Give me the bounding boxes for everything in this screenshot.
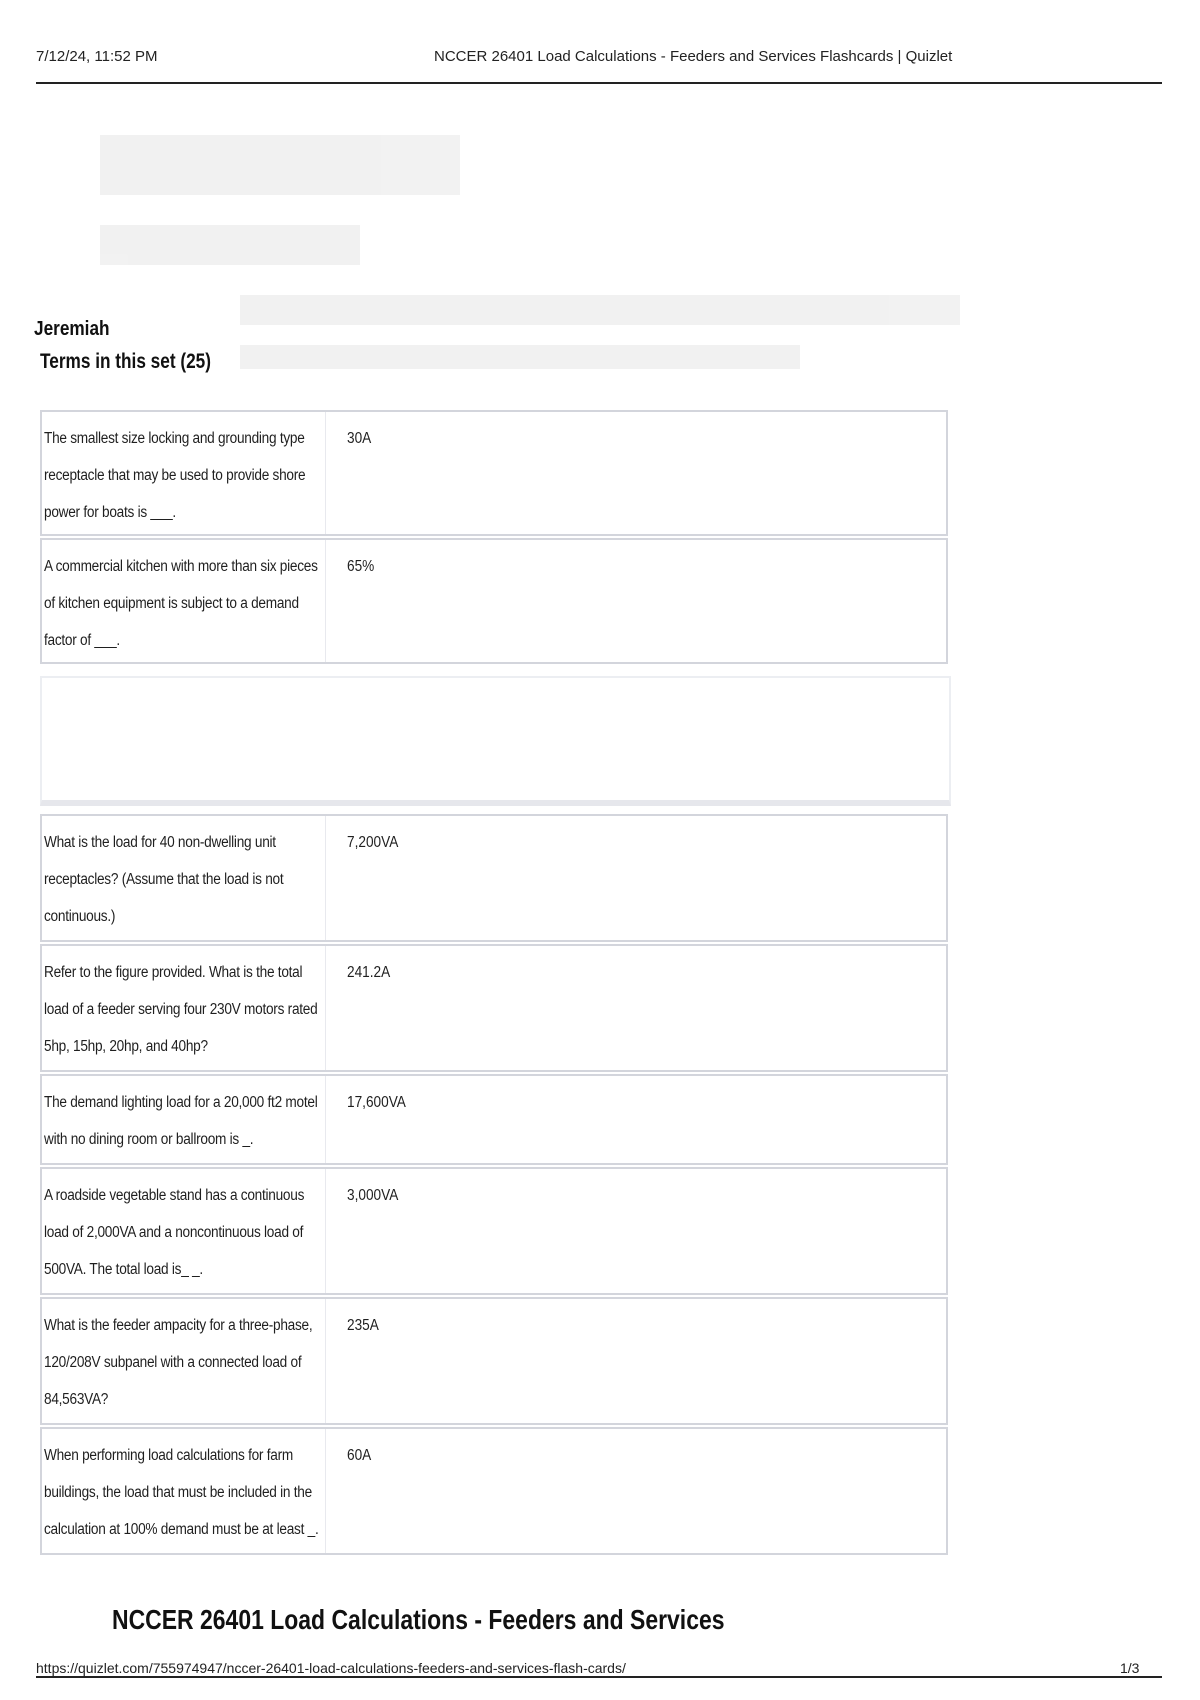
print-page-title: NCCER 26401 Load Calculations - Feeders and Services Flashcards | Quizlet <box>434 48 953 65</box>
card-term: What is the load for 40 non-dwelling unit receptacles? (Assume that the load is not continuous.) <box>42 816 326 940</box>
card-term: The demand lighting load for a 20,000 ft2 motel with no dining room or ballroom is _. <box>42 1076 326 1163</box>
print-datetime: 7/12/24, 11:52 PM <box>36 48 158 65</box>
card-definition: 235A <box>347 1317 379 1334</box>
terms-count-heading: Terms in this set (25) <box>40 350 211 373</box>
card-definition: 60A <box>347 1447 372 1464</box>
print-page-number: 1/3 <box>1120 1660 1140 1676</box>
flashcard <box>40 814 948 942</box>
card-definition: 65% <box>347 558 375 575</box>
card-definition: 30A <box>347 430 372 447</box>
card-term: Refer to the figure provided. What is the total load of a feeder serving four 230V motors rated 5hp, 15hp, 20hp, and 40hp? <box>42 946 326 1070</box>
set-owner-name[interactable]: Jeremiah <box>34 318 110 340</box>
flashcard <box>40 944 948 1072</box>
print-url: https://quizlet.com/755974947/nccer-26401-load-calculations-feeders-and-services-flash-cards/ <box>36 1660 626 1676</box>
card-term: The smallest size locking and grounding type receptacle that may be used to provide shore power for boats is ___. <box>42 412 326 534</box>
ad-placeholder <box>40 676 951 806</box>
card-term: What is the feeder ampacity for a three-phase, 120/208V subpanel with a connected load of 84,563VA? <box>42 1299 326 1423</box>
background-watermark <box>100 95 980 435</box>
card-definition: 3,000VA <box>347 1187 399 1204</box>
flashcard <box>40 1167 948 1295</box>
flashcard <box>40 1427 948 1555</box>
flashcard-list <box>40 410 948 1557</box>
set-title: NCCER 26401 Load Calculations - Feeders and Services <box>112 1604 725 1635</box>
print-footer <box>36 1660 1162 1700</box>
card-definition: 7,200VA <box>347 834 399 851</box>
card-definition: 241.2A <box>347 964 391 981</box>
card-term: A commercial kitchen with more than six pieces of kitchen equipment is subject to a demand factor of ___. <box>42 540 326 662</box>
flashcard <box>40 410 948 536</box>
card-term: When performing load calculations for farm buildings, the load that must be included in the calculation at 100% demand must be at least _. <box>42 1429 326 1553</box>
flashcard <box>40 538 948 664</box>
flashcard <box>40 1074 948 1165</box>
card-term: A roadside vegetable stand has a continuous load of 2,000VA and a noncontinuous load of 500VA. The total load is_ _. <box>42 1169 326 1293</box>
print-header <box>36 44 1162 84</box>
card-definition: 17,600VA <box>347 1094 406 1111</box>
flashcard <box>40 1297 948 1425</box>
